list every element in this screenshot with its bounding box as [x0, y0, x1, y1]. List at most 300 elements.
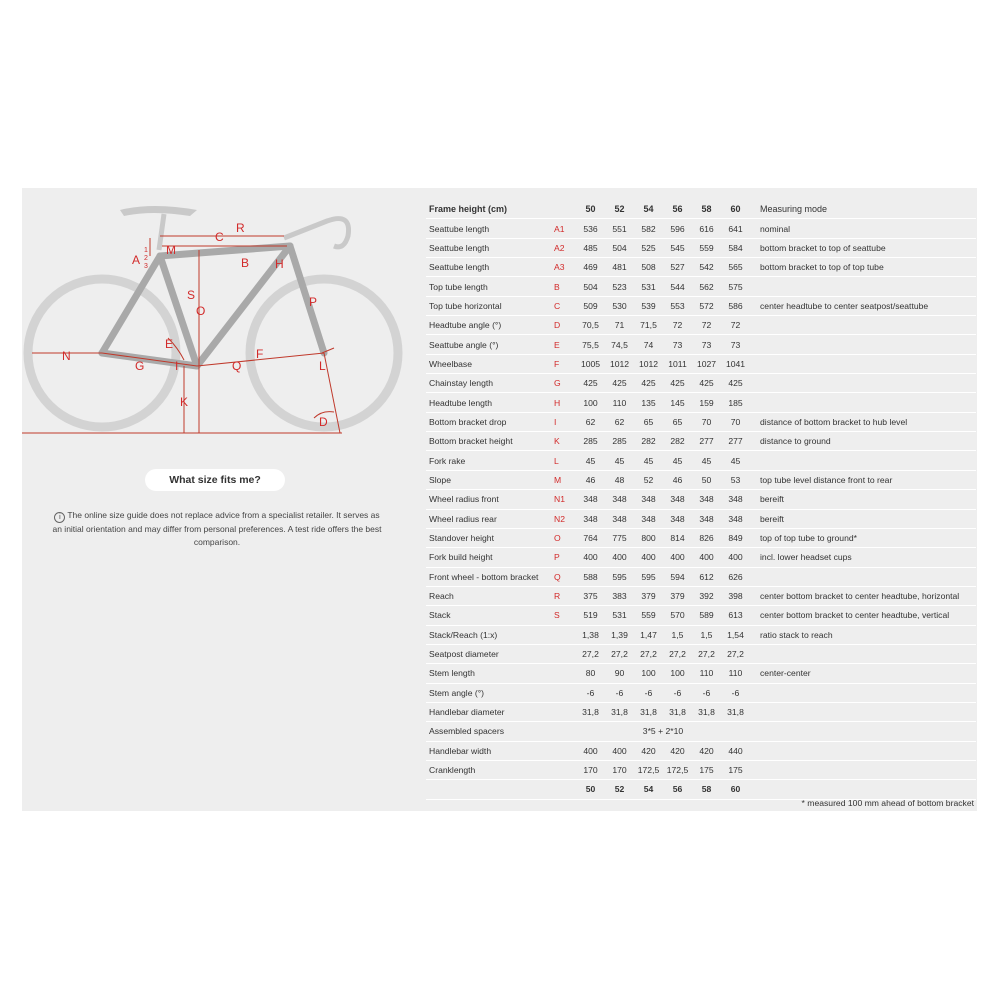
row-code: F	[554, 354, 576, 373]
row-value: 589	[692, 606, 721, 625]
row-value: 100	[634, 664, 663, 683]
row-value: 425	[692, 374, 721, 393]
row-value: 641	[721, 219, 750, 238]
table-row	[426, 296, 976, 315]
row-value: 536	[576, 219, 605, 238]
row-value: 527	[663, 258, 692, 277]
row-value: 1012	[605, 354, 634, 373]
row-mode: bottom bracket to top of seattube	[750, 238, 976, 257]
row-value: 586	[721, 296, 750, 315]
row-value: 285	[576, 432, 605, 451]
table-row	[426, 238, 976, 257]
row-value: 800	[634, 528, 663, 547]
row-code	[554, 702, 576, 721]
row-value: 559	[634, 606, 663, 625]
row-label: Headtube length	[426, 393, 554, 412]
row-code: N2	[554, 509, 576, 528]
row-value: 348	[663, 509, 692, 528]
row-mode	[750, 451, 976, 470]
row-value: 400	[634, 548, 663, 567]
row-mode	[750, 760, 976, 779]
row-value: 73	[692, 335, 721, 354]
row-mode: distance of bottom bracket to hub level	[750, 412, 976, 431]
row-value: 348	[605, 490, 634, 509]
row-mode	[750, 354, 976, 373]
row-value: 400	[605, 548, 634, 567]
header-measuring-mode: Measuring mode	[750, 200, 976, 219]
row-value: 110	[692, 664, 721, 683]
row-value: 72	[721, 316, 750, 335]
row-value: 1,47	[634, 625, 663, 644]
row-value: 1,5	[663, 625, 692, 644]
size-footer: 58	[692, 780, 721, 799]
label-I: I	[175, 359, 179, 373]
row-value: 519	[576, 606, 605, 625]
table-row	[426, 509, 976, 528]
table-row	[426, 683, 976, 702]
size-footer: 56	[663, 780, 692, 799]
label-O: O	[196, 304, 206, 318]
row-code	[554, 625, 576, 644]
row-mode	[750, 644, 976, 663]
row-value: 159	[692, 393, 721, 412]
row-value: -6	[663, 683, 692, 702]
row-value: 562	[692, 277, 721, 296]
table-row	[426, 451, 976, 470]
row-label: Wheel radius rear	[426, 509, 554, 528]
row-value: 400	[576, 741, 605, 760]
row-value: 48	[605, 470, 634, 489]
row-value: 425	[605, 374, 634, 393]
row-value: 595	[605, 567, 634, 586]
row-value: 31,8	[692, 702, 721, 721]
row-mode: incl. lower headset cups	[750, 548, 976, 567]
row-value: 612	[692, 567, 721, 586]
table-row	[426, 335, 976, 354]
row-mode	[750, 741, 976, 760]
row-code: B	[554, 277, 576, 296]
row-value: 1041	[721, 354, 750, 373]
row-code	[554, 644, 576, 663]
row-value: 379	[634, 586, 663, 605]
row-value: 71,5	[634, 316, 663, 335]
row-value: 1005	[576, 354, 605, 373]
row-label: Seattube length	[426, 258, 554, 277]
row-value: 572	[692, 296, 721, 315]
row-value: 425	[576, 374, 605, 393]
size-footer: 52	[605, 780, 634, 799]
row-value: 400	[692, 548, 721, 567]
row-code	[554, 760, 576, 779]
row-code: L	[554, 451, 576, 470]
label-F: F	[256, 347, 264, 361]
row-value: 74	[634, 335, 663, 354]
row-value: 504	[576, 277, 605, 296]
table-row	[426, 644, 976, 663]
note-text: The online size guide does not replace advice from a specialist retailer. It serves as an initial orientation and may differ from personal preferences. A test ride offers the best comparison.	[52, 510, 382, 547]
row-label: Standover height	[426, 528, 554, 547]
info-icon: i	[54, 512, 65, 523]
row-value: 525	[634, 238, 663, 257]
geometry-table	[426, 200, 976, 800]
row-mode	[750, 722, 976, 741]
row-code: A3	[554, 258, 576, 277]
label-S: S	[187, 288, 196, 302]
row-value: 45	[721, 451, 750, 470]
row-value: 531	[634, 277, 663, 296]
row-value: 348	[721, 509, 750, 528]
row-value: 531	[605, 606, 634, 625]
row-value: 1,5	[692, 625, 721, 644]
row-value: 348	[576, 490, 605, 509]
row-value: 100	[663, 664, 692, 683]
row-value: 110	[605, 393, 634, 412]
row-code: A2	[554, 238, 576, 257]
row-value: 481	[605, 258, 634, 277]
row-label: Bottom bracket drop	[426, 412, 554, 431]
row-value: 348	[663, 490, 692, 509]
row-value: 80	[576, 664, 605, 683]
row-code: M	[554, 470, 576, 489]
row-value: 400	[605, 741, 634, 760]
row-value: 75,5	[576, 335, 605, 354]
label-Q: Q	[232, 359, 242, 373]
row-value: 539	[634, 296, 663, 315]
row-value: 45	[605, 451, 634, 470]
row-value: 375	[576, 586, 605, 605]
row-value: 1,38	[576, 625, 605, 644]
header-frame-height: Frame height (cm)	[426, 200, 554, 219]
row-value: 584	[721, 238, 750, 257]
row-value: 45	[663, 451, 692, 470]
row-value: 46	[663, 470, 692, 489]
row-mode: bereift	[750, 490, 976, 509]
row-value: 425	[721, 374, 750, 393]
row-value: 282	[634, 432, 663, 451]
saddle	[120, 206, 197, 216]
row-value: -6	[605, 683, 634, 702]
row-code: K	[554, 432, 576, 451]
table-row	[426, 412, 976, 431]
row-value: 379	[663, 586, 692, 605]
row-label: Headtube angle (°)	[426, 316, 554, 335]
row-value: 282	[663, 432, 692, 451]
row-value: 348	[692, 490, 721, 509]
table-row	[426, 586, 976, 605]
row-mode: center bottom bracket to center headtube, horizontal	[750, 586, 976, 605]
row-value: 277	[692, 432, 721, 451]
row-label: Wheelbase	[426, 354, 554, 373]
row-value: 73	[721, 335, 750, 354]
row-value: 277	[721, 432, 750, 451]
row-code: N1	[554, 490, 576, 509]
row-mode: ratio stack to reach	[750, 625, 976, 644]
table-row	[426, 490, 976, 509]
row-value: 71	[605, 316, 634, 335]
row-label: Cranklength	[426, 760, 554, 779]
table-row	[426, 219, 976, 238]
row-value: 582	[634, 219, 663, 238]
table-row	[426, 606, 976, 625]
row-value: 145	[663, 393, 692, 412]
row-value: 348	[634, 490, 663, 509]
row-value: 826	[692, 528, 721, 547]
label-G: G	[135, 359, 145, 373]
row-code: A1	[554, 219, 576, 238]
size-header: 60	[721, 200, 750, 219]
row-value: 70	[721, 412, 750, 431]
row-value: 70	[692, 412, 721, 431]
size-footer: 60	[721, 780, 750, 799]
label-R: R	[236, 221, 245, 235]
row-label: Top tube horizontal	[426, 296, 554, 315]
table-row	[426, 722, 976, 741]
table-row	[426, 432, 976, 451]
row-mode	[750, 393, 976, 412]
table-row	[426, 567, 976, 586]
row-label: Handlebar width	[426, 741, 554, 760]
row-mode: bottom bracket to top of top tube	[750, 258, 976, 277]
row-code: C	[554, 296, 576, 315]
row-code: E	[554, 335, 576, 354]
bike-geometry-diagram	[22, 188, 432, 448]
row-value: 596	[663, 219, 692, 238]
table-body	[426, 219, 976, 780]
row-value: 775	[605, 528, 634, 547]
size-finder-button[interactable]: What size fits me?	[145, 469, 285, 491]
row-value: 544	[663, 277, 692, 296]
row-value: 31,8	[721, 702, 750, 721]
row-value: 45	[634, 451, 663, 470]
row-value: 185	[721, 393, 750, 412]
size-header: 54	[634, 200, 663, 219]
row-label: Wheel radius front	[426, 490, 554, 509]
label-frac3: 3	[144, 263, 148, 270]
row-value: 814	[663, 528, 692, 547]
table-row	[426, 258, 976, 277]
row-label: Stem length	[426, 664, 554, 683]
row-label: Seattube length	[426, 238, 554, 257]
row-label: Handlebar diameter	[426, 702, 554, 721]
row-value: 594	[663, 567, 692, 586]
row-value: 170	[576, 760, 605, 779]
row-value: 72	[663, 316, 692, 335]
row-value: 175	[692, 760, 721, 779]
row-value: 398	[721, 586, 750, 605]
row-label: Stack	[426, 606, 554, 625]
row-value: 27,2	[576, 644, 605, 663]
row-value: 485	[576, 238, 605, 257]
row-value: 1,54	[721, 625, 750, 644]
row-value: 508	[634, 258, 663, 277]
row-value: 545	[663, 238, 692, 257]
table-row	[426, 374, 976, 393]
row-value: 1012	[634, 354, 663, 373]
row-value: -6	[721, 683, 750, 702]
table-row	[426, 528, 976, 547]
row-value: 383	[605, 586, 634, 605]
row-value: 175	[721, 760, 750, 779]
row-label: Front wheel - bottom bracket	[426, 567, 554, 586]
row-value: 27,2	[663, 644, 692, 663]
table-row	[426, 760, 976, 779]
table-row	[426, 664, 976, 683]
row-value: 400	[663, 548, 692, 567]
size-footer: 50	[576, 780, 605, 799]
row-value: 62	[576, 412, 605, 431]
row-mode: bereift	[750, 509, 976, 528]
label-N: N	[62, 349, 71, 363]
row-value: 348	[692, 509, 721, 528]
label-L: L	[319, 359, 326, 373]
row-label: Top tube length	[426, 277, 554, 296]
label-E: E	[165, 337, 174, 351]
row-value: 46	[576, 470, 605, 489]
row-value: 70,5	[576, 316, 605, 335]
row-value: 31,8	[605, 702, 634, 721]
row-value: 504	[605, 238, 634, 257]
row-value: 27,2	[692, 644, 721, 663]
row-value: 553	[663, 296, 692, 315]
row-value: 170	[605, 760, 634, 779]
row-mode: top of top tube to ground*	[750, 528, 976, 547]
row-code: G	[554, 374, 576, 393]
row-label: Stem angle (°)	[426, 683, 554, 702]
row-code: I	[554, 412, 576, 431]
row-value: 90	[605, 664, 634, 683]
table-row	[426, 316, 976, 335]
geometry-panel	[22, 188, 977, 811]
row-value: 595	[634, 567, 663, 586]
row-value: 530	[605, 296, 634, 315]
row-value: 348	[721, 490, 750, 509]
row-mode: center headtube to center seatpost/seattube	[750, 296, 976, 315]
row-value: 31,8	[576, 702, 605, 721]
row-value: 559	[692, 238, 721, 257]
row-code: D	[554, 316, 576, 335]
row-mode	[750, 277, 976, 296]
row-value: 172,5	[663, 760, 692, 779]
row-value: 588	[576, 567, 605, 586]
row-code	[554, 683, 576, 702]
row-value: 849	[721, 528, 750, 547]
row-value: 31,8	[634, 702, 663, 721]
row-value: 348	[634, 509, 663, 528]
row-value: 172,5	[634, 760, 663, 779]
table-row	[426, 625, 976, 644]
size-header: 50	[576, 200, 605, 219]
row-value: 626	[721, 567, 750, 586]
row-value: 27,2	[634, 644, 663, 663]
table-row	[426, 702, 976, 721]
row-code: R	[554, 586, 576, 605]
row-mode	[750, 335, 976, 354]
row-value: 425	[663, 374, 692, 393]
row-value: 72	[692, 316, 721, 335]
label-D: D	[319, 415, 328, 429]
row-label: Chainstay length	[426, 374, 554, 393]
row-value: 74,5	[605, 335, 634, 354]
table-row	[426, 393, 976, 412]
row-mode	[750, 374, 976, 393]
row-label: Slope	[426, 470, 554, 489]
row-value: 27,2	[721, 644, 750, 663]
table-row	[426, 548, 976, 567]
table-row	[426, 354, 976, 373]
label-B: B	[241, 256, 250, 270]
row-code	[554, 741, 576, 760]
row-mode	[750, 702, 976, 721]
row-mode: center-center	[750, 664, 976, 683]
label-A: A	[132, 253, 141, 267]
row-value: 285	[605, 432, 634, 451]
row-value: 570	[663, 606, 692, 625]
row-label: Fork build height	[426, 548, 554, 567]
row-code: O	[554, 528, 576, 547]
row-value: 523	[605, 277, 634, 296]
row-value: 31,8	[663, 702, 692, 721]
row-label: Seattube length	[426, 219, 554, 238]
row-value: 50	[692, 470, 721, 489]
row-value: 348	[605, 509, 634, 528]
size-header: 58	[692, 200, 721, 219]
row-code: P	[554, 548, 576, 567]
row-value: 420	[692, 741, 721, 760]
row-value: 27,2	[605, 644, 634, 663]
table-row	[426, 470, 976, 489]
row-value: 1,39	[605, 625, 634, 644]
size-footer: 54	[634, 780, 663, 799]
label-H: H	[275, 257, 284, 271]
row-value: 3*5 + 2*10	[576, 722, 750, 741]
row-value: 73	[663, 335, 692, 354]
row-value: 575	[721, 277, 750, 296]
row-code	[554, 664, 576, 683]
handlebar	[284, 219, 349, 247]
row-mode: top tube level distance front to rear	[750, 470, 976, 489]
row-mode	[750, 316, 976, 335]
label-C: C	[215, 230, 224, 244]
table-footer-row	[426, 780, 976, 799]
row-value: 348	[576, 509, 605, 528]
row-value: 45	[692, 451, 721, 470]
footnote: * measured 100 mm ahead of bottom bracket	[801, 798, 974, 808]
size-header: 56	[663, 200, 692, 219]
row-value: 616	[692, 219, 721, 238]
row-value: 420	[634, 741, 663, 760]
row-mode: center bottom bracket to center headtube, vertical	[750, 606, 976, 625]
table-header-row	[426, 200, 976, 219]
row-value: 400	[576, 548, 605, 567]
row-value: 65	[634, 412, 663, 431]
row-value: 65	[663, 412, 692, 431]
table-row	[426, 741, 976, 760]
row-value: 1027	[692, 354, 721, 373]
row-code: S	[554, 606, 576, 625]
label-M: M	[166, 243, 176, 257]
label-P: P	[309, 295, 318, 309]
row-value: 392	[692, 586, 721, 605]
row-value: 420	[663, 741, 692, 760]
row-label: Seattube angle (°)	[426, 335, 554, 354]
row-value: -6	[634, 683, 663, 702]
row-value: 110	[721, 664, 750, 683]
row-value: 542	[692, 258, 721, 277]
label-K: K	[180, 395, 189, 409]
row-label: Fork rake	[426, 451, 554, 470]
row-code	[554, 722, 576, 741]
size-guide-note	[52, 509, 382, 549]
